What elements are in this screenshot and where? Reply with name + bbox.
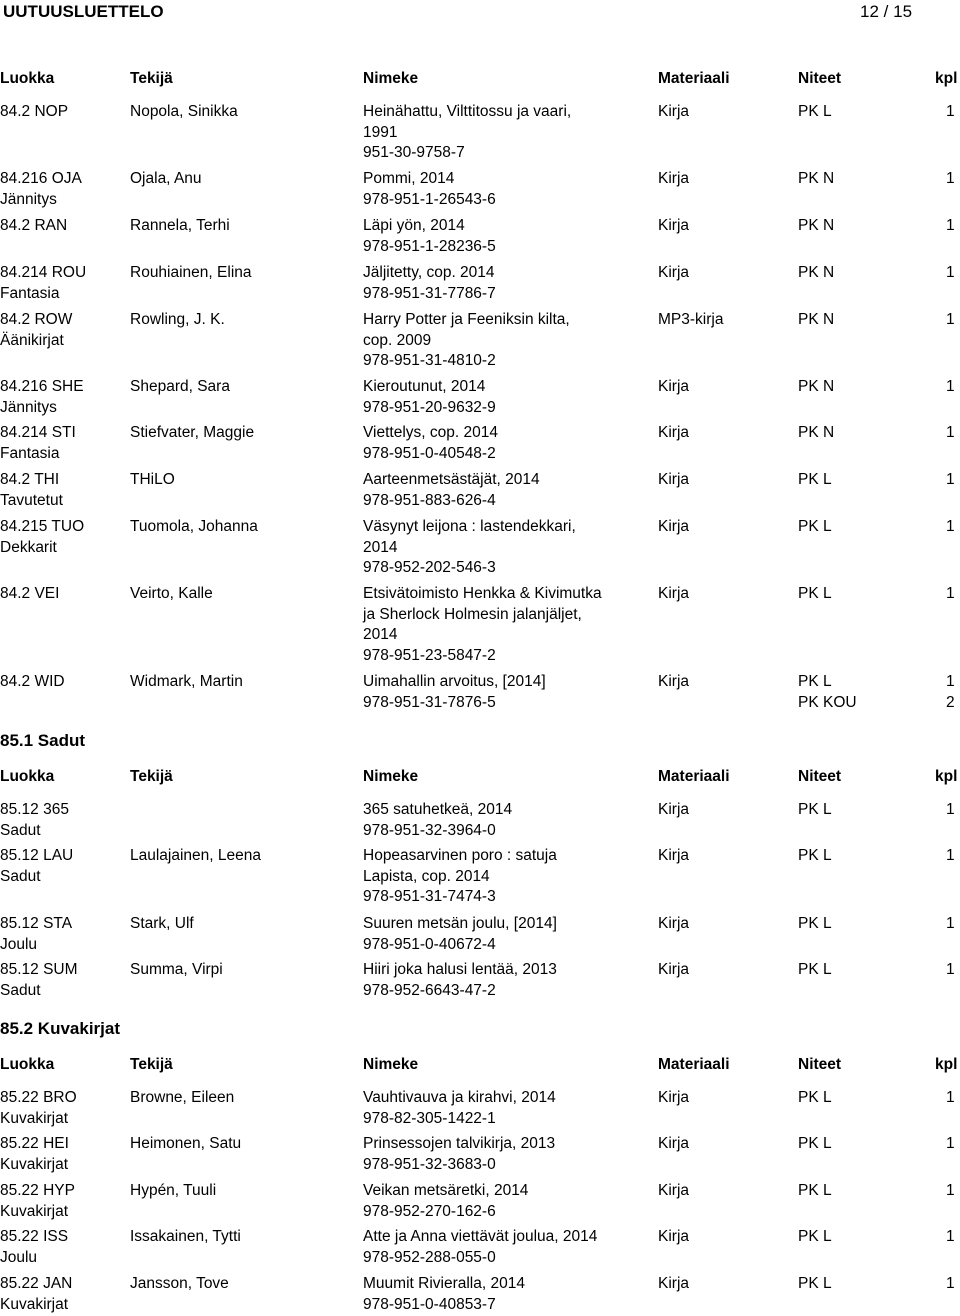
row-genre: Jännitys	[0, 190, 57, 208]
row-niteet-location: PK N	[798, 170, 835, 187]
row-isbn: 978-952-270-162-6	[363, 1202, 496, 1220]
row-niteet-location: PK L	[798, 518, 832, 535]
row-tekija: Stark, Ulf	[130, 915, 194, 932]
row-tekija: Issakainen, Tytti	[130, 1228, 241, 1245]
row-luokka: 85.22 HEI	[0, 1135, 69, 1152]
row-luokka: 85.22 BRO	[0, 1089, 77, 1106]
column-header-luokka: Luokka	[0, 768, 55, 785]
row-niteet-location: PK L	[798, 1275, 832, 1292]
column-header-kpl: kpl	[935, 70, 958, 87]
page-number: 12	[860, 2, 879, 21]
row-nimeke: Kieroutunut, 2014	[363, 378, 486, 395]
column-header-tekija: Tekijä	[130, 70, 173, 87]
row-isbn: 978-951-20-9632-9	[363, 398, 496, 416]
row-kpl: 1	[946, 103, 955, 120]
row-luokka: 84.214 ROU	[0, 264, 87, 281]
column-header-kpl: kpl	[935, 1056, 958, 1073]
row-niteet-location: PK L	[798, 585, 832, 602]
row-niteet-location: PK L	[798, 1182, 832, 1199]
row-luokka: 85.22 JAN	[0, 1275, 73, 1292]
row-genre: Kuvakirjat	[0, 1295, 69, 1313]
row-kpl: 1	[946, 217, 955, 234]
row-isbn: 978-952-6643-47-2	[363, 981, 496, 999]
row-tekija: Stiefvater, Maggie	[130, 424, 255, 441]
row-niteet-location: PK L	[798, 961, 832, 978]
row-materiaali: Kirja	[658, 915, 690, 932]
row-genre: Sadut	[0, 981, 41, 999]
row-kpl: 1	[946, 518, 955, 535]
row-luokka: 85.12 SUM	[0, 961, 78, 978]
row-niteet-location: PK L	[798, 673, 832, 690]
row-isbn: 951-30-9758-7	[363, 144, 465, 162]
row-kpl: 1	[946, 847, 955, 864]
row-niteet-location: PK N	[798, 311, 835, 328]
row-kpl: 1	[946, 1089, 955, 1106]
row-niteet-location: PK N	[798, 424, 835, 441]
row-materiaali: Kirja	[658, 264, 690, 281]
row-materiaali: Kirja	[658, 378, 690, 395]
row-tekija: Shepard, Sara	[130, 378, 230, 395]
row-materiaali: Kirja	[658, 961, 690, 978]
row-genre: Kuvakirjat	[0, 1202, 69, 1220]
row-luokka: 84.2 RAN	[0, 217, 68, 234]
row-luokka: 84.214 STI	[0, 424, 76, 441]
row-luokka: 85.22 HYP	[0, 1182, 75, 1199]
row-luokka: 84.2 THI	[0, 471, 60, 488]
row-materiaali: Kirja	[658, 424, 690, 441]
row-tekija: THiLO	[130, 471, 175, 488]
row-materiaali: Kirja	[658, 471, 690, 488]
row-tekija: Ojala, Anu	[130, 170, 202, 187]
column-header-niteet: Niteet	[798, 768, 842, 785]
row-materiaali: Kirja	[658, 1275, 690, 1292]
row-nimeke: ja Sherlock Holmesin jalanjäljet,	[363, 605, 582, 623]
row-materiaali: Kirja	[658, 1228, 690, 1245]
row-genre: Sadut	[0, 821, 41, 839]
row-luokka: 85.12 STA	[0, 915, 73, 932]
row-materiaali: Kirja	[658, 1089, 690, 1106]
row-luokka: 85.12 365	[0, 801, 69, 818]
row-tekija: Rowling, J. K.	[130, 311, 225, 328]
row-luokka: 84.216 SHE	[0, 378, 84, 395]
row-isbn: 978-951-31-7786-7	[363, 284, 496, 302]
row-isbn: 978-951-883-626-4	[363, 491, 496, 509]
row-isbn: 978-951-31-7474-3	[363, 888, 496, 906]
row-isbn: 978-952-202-546-3	[363, 559, 496, 577]
row-nimeke: Vauhtivauva ja kirahvi, 2014	[363, 1089, 556, 1106]
row-nimeke: Muumit Rivieralla, 2014	[363, 1275, 525, 1292]
row-niteet-location: PK L	[798, 1228, 832, 1245]
row-materiaali: Kirja	[658, 217, 690, 234]
column-header-luokka: Luokka	[0, 70, 55, 87]
row-niteet-location: PK N	[798, 217, 835, 234]
row-niteet-location: PK L	[798, 1135, 832, 1152]
row-niteet-location: PK KOU	[798, 693, 857, 711]
page-total: 15	[893, 2, 913, 21]
column-header-materiaali: Materiaali	[658, 70, 730, 87]
row-genre: Jännitys	[0, 398, 57, 416]
row-niteet-location: PK L	[798, 103, 832, 120]
row-nimeke: cop. 2009	[363, 331, 432, 349]
row-kpl: 1	[946, 170, 955, 187]
row-tekija: Rouhiainen, Elina	[130, 264, 252, 281]
row-tekija: Rannela, Terhi	[130, 217, 230, 234]
row-materiaali: Kirja	[658, 103, 690, 120]
row-tekija: Widmark, Martin	[130, 673, 243, 690]
row-genre: Joulu	[0, 1248, 38, 1266]
row-isbn: 978-951-1-28236-5	[363, 237, 496, 255]
row-luokka: 84.215 TUO	[0, 518, 85, 535]
row-isbn: 978-951-23-5847-2	[363, 647, 496, 665]
row-nimeke: Veikan metsäretki, 2014	[363, 1182, 529, 1199]
row-luokka: 84.2 NOP	[0, 103, 69, 120]
row-nimeke: Atte ja Anna viettävät joulua, 2014	[363, 1228, 598, 1245]
row-nimeke: Suuren metsän joulu, [2014]	[363, 915, 557, 932]
row-genre: Kuvakirjat	[0, 1155, 69, 1173]
column-header-nimeke: Nimeke	[363, 768, 419, 785]
column-header-nimeke: Nimeke	[363, 70, 419, 87]
row-nimeke: Väsynyt leijona : lastendekkari,	[363, 518, 576, 535]
row-kpl: 1	[946, 1228, 955, 1245]
row-nimeke: Aarteenmetsästäjät, 2014	[363, 471, 540, 488]
row-luokka: 85.22 ISS	[0, 1228, 69, 1245]
column-header-luokka: Luokka	[0, 1056, 55, 1073]
row-tekija: Hypén, Tuuli	[130, 1182, 217, 1199]
row-kpl: 2	[946, 693, 955, 711]
row-isbn: 978-951-31-4810-2	[363, 352, 496, 370]
row-isbn: 978-951-31-7876-5	[363, 693, 496, 711]
row-nimeke: Jäljitetty, cop. 2014	[363, 264, 495, 281]
section-title: 85.2 Kuvakirjat	[0, 1019, 121, 1038]
row-isbn: 978-951-32-3964-0	[363, 821, 496, 839]
column-header-materiaali: Materiaali	[658, 1056, 730, 1073]
row-niteet-location: PK N	[798, 264, 835, 281]
row-genre: Tavutetut	[0, 491, 63, 509]
row-tekija: Tuomola, Johanna	[130, 518, 258, 535]
row-kpl: 1	[946, 424, 955, 441]
row-nimeke: Hiiri joka halusi lentää, 2013	[363, 961, 557, 978]
row-nimeke: Lapista, cop. 2014	[363, 867, 490, 885]
row-nimeke: Läpi yön, 2014	[363, 217, 465, 234]
row-isbn: 978-951-0-40672-4	[363, 935, 496, 953]
column-header-tekija: Tekijä	[130, 1056, 173, 1073]
column-header-niteet: Niteet	[798, 1056, 842, 1073]
row-nimeke: Hopeasarvinen poro : satuja	[363, 847, 557, 864]
row-materiaali: Kirja	[658, 1182, 690, 1199]
row-kpl: 1	[946, 471, 955, 488]
row-genre: Dekkarit	[0, 538, 57, 556]
row-genre: Sadut	[0, 867, 41, 885]
row-tekija: Laulajainen, Leena	[130, 847, 262, 864]
row-nimeke: Heinähattu, Vilttitossu ja vaari,	[363, 103, 572, 120]
row-tekija: Nopola, Sinikka	[130, 103, 238, 120]
row-tekija: Heimonen, Satu	[130, 1135, 242, 1152]
row-nimeke: Prinsessojen talvikirja, 2013	[363, 1135, 556, 1152]
row-kpl: 1	[946, 673, 955, 690]
row-genre: Joulu	[0, 935, 38, 953]
row-isbn: 978-951-0-40548-2	[363, 444, 496, 462]
row-genre: Fantasia	[0, 284, 60, 302]
row-materiaali: Kirja	[658, 170, 690, 187]
row-kpl: 1	[946, 1182, 955, 1199]
row-niteet-location: PK L	[798, 915, 832, 932]
section-title: 85.1 Sadut	[0, 731, 86, 750]
column-header-materiaali: Materiaali	[658, 768, 730, 785]
row-kpl: 1	[946, 378, 955, 395]
column-header-niteet: Niteet	[798, 70, 842, 87]
column-header-tekija: Tekijä	[130, 768, 173, 785]
page-separator: /	[883, 2, 889, 21]
column-header-nimeke: Nimeke	[363, 1056, 419, 1073]
row-luokka: 84.2 WID	[0, 673, 65, 690]
page-title: UUTUUSLUETTELO	[3, 2, 164, 21]
row-niteet-location: PK N	[798, 378, 835, 395]
row-isbn: 978-82-305-1422-1	[363, 1109, 496, 1127]
row-materiaali: Kirja	[658, 518, 690, 535]
row-kpl: 1	[946, 264, 955, 281]
row-nimeke: Viettelys, cop. 2014	[363, 424, 498, 441]
row-kpl: 1	[946, 1275, 955, 1292]
row-materiaali: MP3-kirja	[658, 311, 724, 328]
row-kpl: 1	[946, 961, 955, 978]
row-isbn: 978-952-288-055-0	[363, 1248, 496, 1266]
row-materiaali: Kirja	[658, 585, 690, 602]
row-tekija: Browne, Eileen	[130, 1089, 235, 1106]
row-nimeke: 365 satuhetkeä, 2014	[363, 801, 513, 818]
row-niteet-location: PK L	[798, 847, 832, 864]
row-tekija: Summa, Virpi	[130, 961, 223, 978]
row-nimeke: 2014	[363, 538, 398, 556]
row-nimeke: Harry Potter ja Feeniksin kilta,	[363, 311, 570, 328]
row-nimeke: 2014	[363, 626, 398, 644]
row-kpl: 1	[946, 801, 955, 818]
row-luokka: 84.2 VEI	[0, 585, 60, 602]
row-kpl: 1	[946, 1135, 955, 1152]
row-kpl: 1	[946, 585, 955, 602]
row-nimeke: Etsivätoimisto Henkka & Kivimutka	[363, 585, 602, 602]
row-luokka: 85.12 LAU	[0, 847, 74, 864]
row-niteet-location: PK L	[798, 801, 832, 818]
row-isbn: 978-951-32-3683-0	[363, 1155, 496, 1173]
row-tekija: Veirto, Kalle	[130, 585, 213, 602]
row-luokka: 84.2 ROW	[0, 311, 73, 328]
row-isbn: 978-951-1-26543-6	[363, 190, 496, 208]
row-nimeke: Uimahallin arvoitus, [2014]	[363, 673, 546, 690]
row-kpl: 1	[946, 311, 955, 328]
row-niteet-location: PK L	[798, 1089, 832, 1106]
row-kpl: 1	[946, 915, 955, 932]
row-nimeke: 1991	[363, 123, 398, 141]
row-materiaali: Kirja	[658, 1135, 690, 1152]
row-nimeke: Pommi, 2014	[363, 170, 455, 187]
row-luokka: 84.216 OJA	[0, 170, 82, 187]
row-genre: Fantasia	[0, 444, 60, 462]
row-tekija: Jansson, Tove	[130, 1275, 229, 1292]
row-genre: Äänikirjat	[0, 331, 64, 349]
page-indicator	[860, 2, 912, 22]
row-materiaali: Kirja	[658, 673, 690, 690]
column-header-kpl: kpl	[935, 768, 958, 785]
row-materiaali: Kirja	[658, 801, 690, 818]
row-isbn: 978-951-0-40853-7	[363, 1295, 496, 1313]
row-niteet-location: PK L	[798, 471, 832, 488]
row-materiaali: Kirja	[658, 847, 690, 864]
row-genre: Kuvakirjat	[0, 1109, 69, 1127]
